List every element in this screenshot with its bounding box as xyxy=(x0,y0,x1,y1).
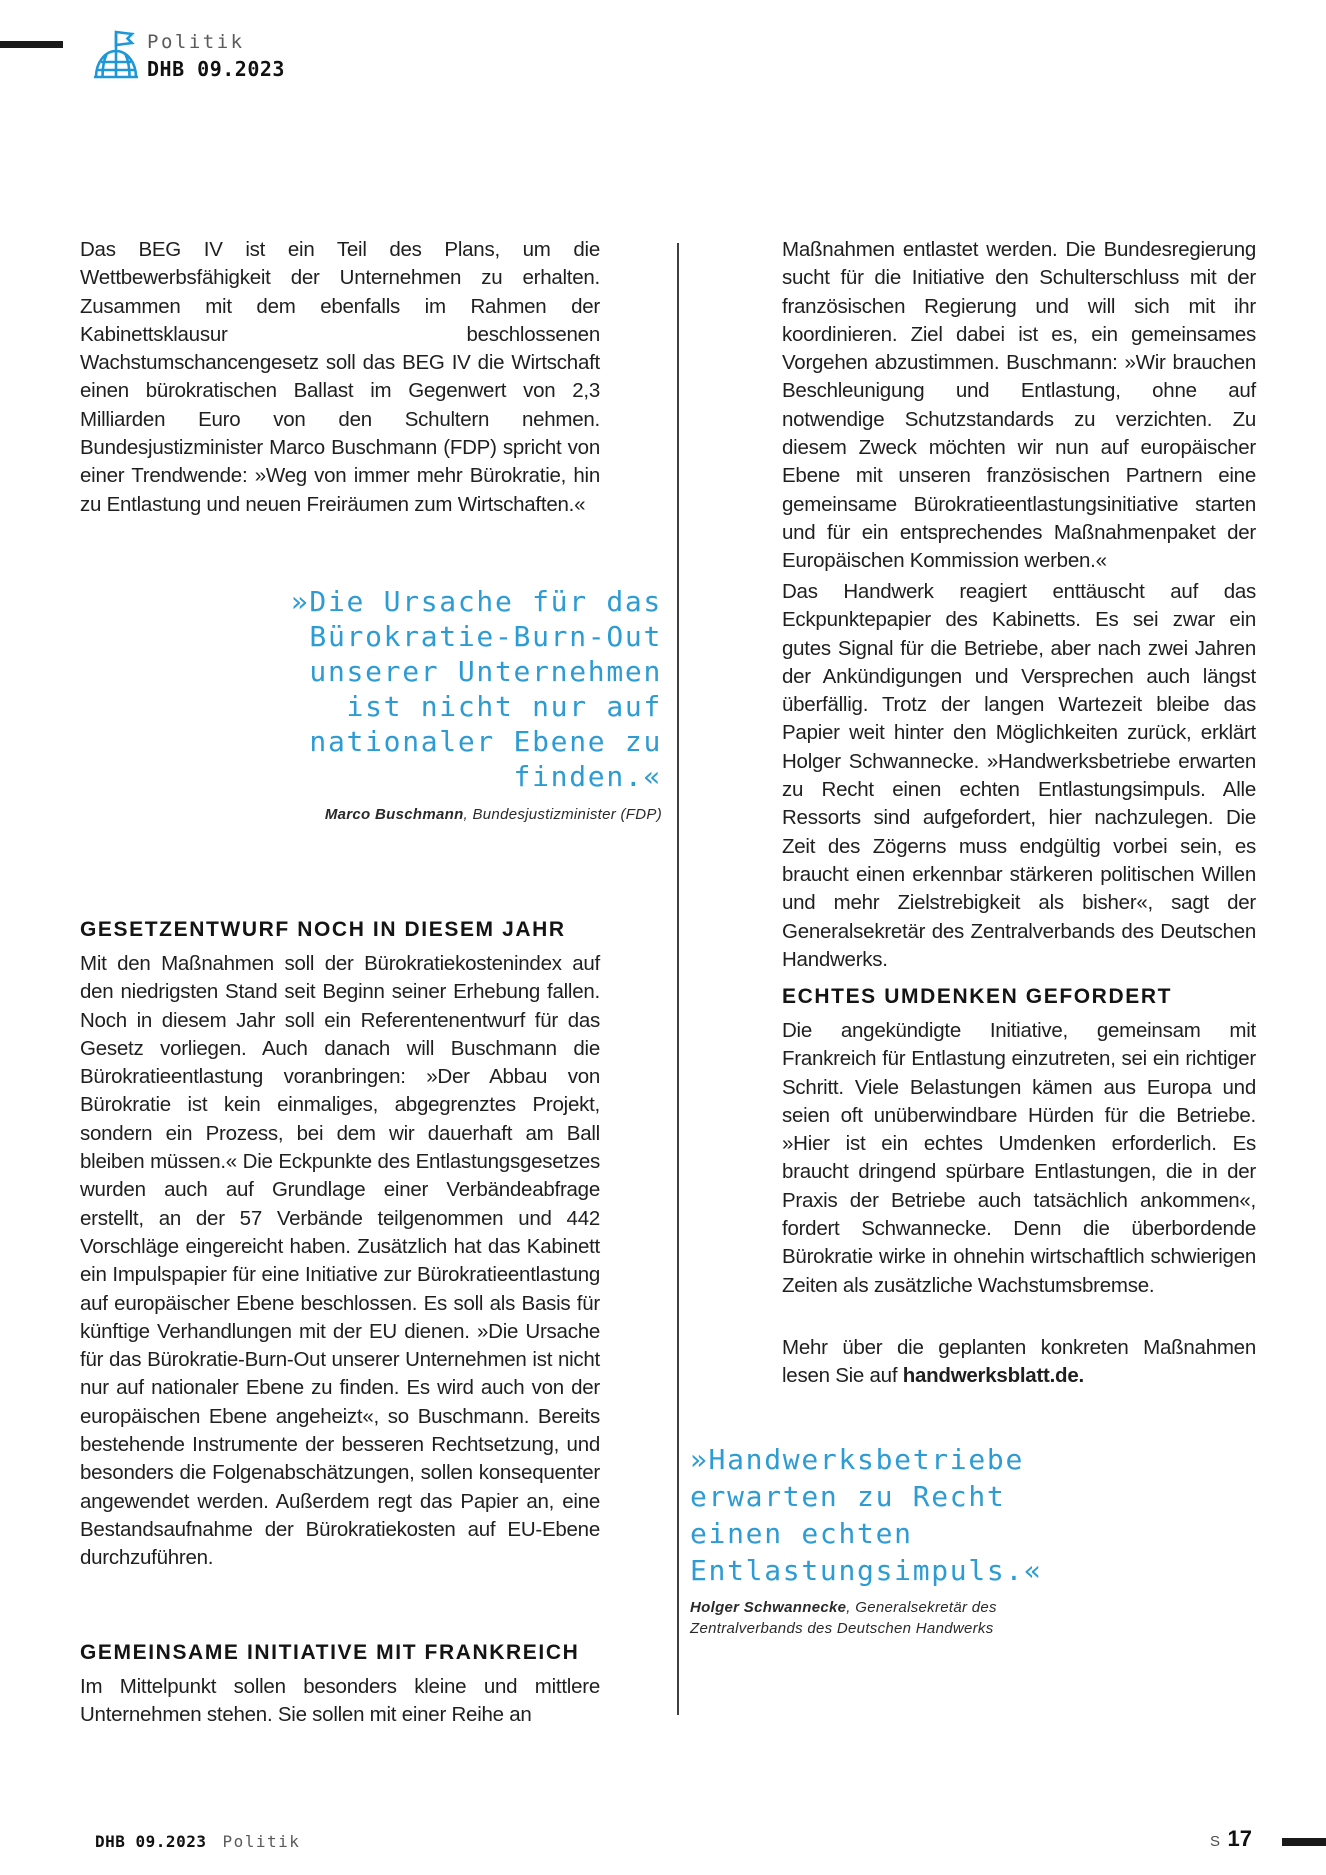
pull-quote-buschmann xyxy=(200,584,662,825)
footer-page-number: 17 xyxy=(1227,1826,1252,1851)
reichstag-dome-flag-icon xyxy=(93,29,139,79)
pull-quote-line: finden.« xyxy=(513,760,662,793)
right-paragraph-3: Die angekündigte Initiative, gemeinsam mit Frankreich für Entlastung einzutreten, sei ein richtiger Schritt. Viele Belastungen kämen aus Europa und seien oft unüberwindbare Hürden für die Betriebe. »Hier ist ein echtes Umdenken erforderlich. Es braucht dringend spürbare Entlastungen, die in der Praxis der Betriebe auch tatsächlich ankommen«, fordert Schwannecke. Denn die überbordende Bürokratie wirke in ohnehin wirtschaftlich schwierigen Zeiten als zusätzliche Wachstumsbremse. xyxy=(782,1019,1256,1297)
section-heading-frankreich: GEMEINSAME INITIATIVE MIT FRANKREICH xyxy=(80,1641,580,1664)
attribution-line: Zentralverbands des Deutschen Handwerks xyxy=(690,1620,994,1637)
bottom-right-rule xyxy=(1282,1838,1326,1846)
column-divider-rule xyxy=(677,243,679,1715)
left-paragraph-2: Mit den Maßnahmen soll der Bürokratiekostenindex auf den niedrigsten Stand seit Beginn seiner Erhebung fallen. Noch in diesem Jahr soll ein Referentenentwurf für das Gesetz vorliegen. Auch danach will Buschmann die Bürokratieentlastung voranbringen: »Der Abbau von Bürokratie ist kein einmaliges, abgegrenztes Projekt, sondern ein Prozess, bei dem wir dauerhaft am Ball bleiben müssen.« Die Eckpunkte des Entlastungsgesetzes wurden auch auf Grundlage einer Verbändeabfrage erstellt, an der 57 Verbände teilgenommen und 442 Vorschläge eingereicht haben. Zusätzlich hat das Kabinett ein Impulspapier für eine Initiative zur Bürokratieentlastung auf europäischer Ebene beschlossen. Es soll als Basis für künftige Verhandlungen mit der EU dienen. »Die Ursache für das Bürokratie-Burn-Out unserer Unternehmen ist nicht nur auf nationaler Ebene zu finden. Es wird auch von der europäischen Ebene angeheizt«, so Buschmann. Bereits bestehende Instrumente der besseren Rechtsetzung, und besonders die Folgenabschätzungen, sollen konsequenter angewendet werden. Außerdem regt das Papier an, eine Bestandsaufnahme der Bürokratiekosten auf EU-Ebene durchzuführen. xyxy=(80,952,600,1570)
footer-left xyxy=(95,1832,300,1851)
pull-quote-line: »Handwerksbetriebe xyxy=(690,1443,1025,1476)
footer-page-prefix: S xyxy=(1210,1833,1221,1850)
section-heading-gesetzentwurf: GESETZENTWURF NOCH IN DIESEM JAHR xyxy=(80,918,566,941)
quote-attribution-buschmann: Marco Buschmann, Bundesjustizminister (FDP) xyxy=(324,806,662,823)
pull-quote-line: Bürokratie-Burn-Out xyxy=(309,620,662,653)
more-info-paragraph xyxy=(782,1334,1256,1391)
pull-quote-line: erwarten zu Recht xyxy=(690,1480,1006,1513)
right-paragraph-1: Maßnahmen entlastet werden. Die Bundesregierung sucht für die Initiative den Schulterschluss mit der französischen Regierung und will sich mit ihr koordinieren. Ziel dabei ist es, ein gemeinsames Vorgehen abzustimmen. Buschmann: »Wir brauchen Beschleunigung und Entlastung, ohne auf notwendige Schutzstandards zu verzichten. Zu diesem Zweck möchten wir nun auf europäischer Ebene mit unseren französischen Partnern eine gemeinsame Bürokratieentlastungsinitiative starten und für ein entsprechendes Maßnahmenpaket der Europäischen Kommission werben.« xyxy=(782,238,1256,573)
pull-quote-line: »Die Ursache für das xyxy=(290,585,662,618)
left-paragraph-3: Im Mittelpunkt sollen besonders kleine und mittlere Unternehmen stehen. Sie sollen mit einer Reihe an xyxy=(80,1675,600,1727)
top-left-rule xyxy=(0,41,63,48)
pull-quote-line: ist nicht nur auf xyxy=(346,690,662,723)
quote-attribution-schwannecke xyxy=(690,1597,1110,1639)
attribution-line: Holger Schwannecke, Generalsekretär des xyxy=(690,1599,997,1616)
header-section-label: Politik xyxy=(147,31,245,53)
header-issue-label: DHB 09.2023 xyxy=(147,57,285,81)
right-paragraph-2: Das Handwerk reagiert enttäuscht auf das Eckpunktepapier des Kabinetts. Es sei zwar ein gutes Signal für die Betriebe, aber nach zwei Jahren der Ankündigungen und Versprechen auch längst überfällig. Trotz der langen Wartezeit bleibe das Papier weit hinter den Möglichkeiten zurück, erklärt Holger Schwannecke. »Handwerksbetriebe erwarten zu Recht einen echten Entlastungsimpuls. Alle Ressorts sind aufgefordert, hier nachzulegen. Die Zeit des Zögerns muss endgültig vorbei sein, es braucht einen erkennbar stärkeren politischen Willen und mehr Zielstrebigkeit als bisher«, sagt der Generalsekretär des Zentralverbands des Deutschen Handwerks. xyxy=(782,580,1256,971)
pull-quote-line: einen echten xyxy=(690,1517,913,1550)
footer-issue-label: DHB 09.2023 xyxy=(95,1832,207,1851)
left-paragraph-1: Das BEG IV ist ein Teil des Plans, um die Wettbewerbsfähigkeit der Unternehmen zu erhalten. Zusammen mit dem ebenfalls im Rahmen der Kabinettsklausur beschlossenen Wachstumschancengesetz soll das BEG IV die Wirtschaft einen bürokratischen Ballast im Gegenwert von 2,3 Milliarden Euro von den Schultern nehmen. Bundesjustizminister Marco Buschmann (FDP) spricht von einer Trendwende: »Weg von immer mehr Bürokratie, hin zu Entlastung und neuen Freiräumen zum Wirtschaften.« xyxy=(80,238,600,516)
pull-quote-line: Entlastungsimpuls.« xyxy=(690,1554,1043,1587)
more-info-text: Mehr über die geplanten konkreten Maßnahmen lesen Sie auf xyxy=(782,1336,1256,1388)
section-heading-umdenken: ECHTES UMDENKEN GEFORDERT xyxy=(782,985,1173,1008)
more-info-site: handwerksblatt.de. xyxy=(902,1364,1084,1388)
footer-section-label: Politik xyxy=(222,1832,301,1851)
footer-page-indicator xyxy=(1188,1826,1252,1852)
pull-quote-schwannecke xyxy=(690,1441,1110,1639)
pull-quote-line: nationaler Ebene zu xyxy=(309,725,662,758)
pull-quote-line: unserer Unternehmen xyxy=(309,655,662,688)
